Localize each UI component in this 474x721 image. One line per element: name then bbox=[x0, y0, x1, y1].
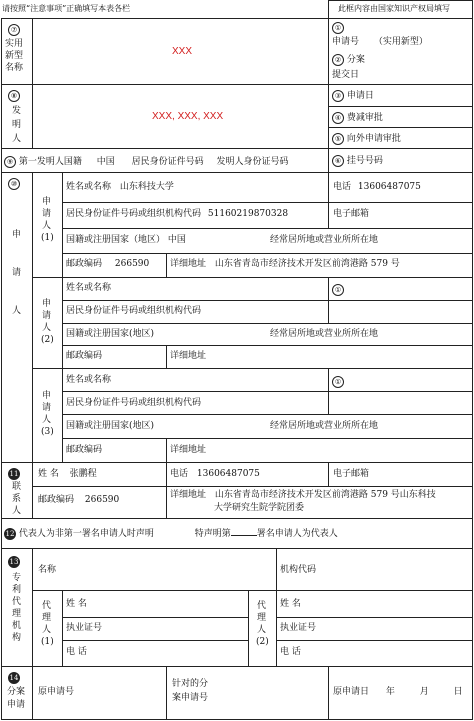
agent-1-label: 代理人(1) bbox=[41, 601, 54, 647]
applicant-2-nation-label: 国籍或注册国家(地区) bbox=[66, 329, 155, 339]
inventors-label: 发明人 bbox=[11, 106, 21, 144]
agent-2-name-label: 姓 名 bbox=[280, 599, 301, 609]
contact-address-line-2[interactable]: 大学研究生院学院团委 bbox=[214, 503, 305, 513]
applicants-label: 申请人 bbox=[11, 230, 21, 316]
contact-address-line-1[interactable]: 山东省青岛市经济技术开发区前湾港路 579 号山东科技 bbox=[214, 490, 436, 500]
inventors-value[interactable]: XXX, XXX, XXX bbox=[152, 111, 224, 122]
applicant-3-postal-label: 邮政编码 bbox=[66, 445, 103, 455]
target-divisional-label-2: 案申请号 bbox=[172, 693, 209, 703]
applicant-1-email-label: 电子邮箱 bbox=[333, 209, 370, 219]
office-use-note: 此框内容由国家知识产权局填写 bbox=[338, 4, 450, 13]
field-number: ① bbox=[332, 376, 344, 388]
section-12-representative-declaration bbox=[4, 528, 338, 540]
application-number-label: 申请号 bbox=[332, 37, 360, 47]
section-number: ⑩ bbox=[8, 178, 20, 190]
section-number: 13 bbox=[9, 558, 19, 566]
field-number: ③ bbox=[332, 90, 344, 102]
field-number: ① bbox=[332, 22, 344, 34]
section-number: ⑦ bbox=[8, 24, 20, 36]
applicant-1-label: 申请人(1) bbox=[41, 197, 54, 243]
applicant-1-postal[interactable]: 266590 bbox=[114, 259, 150, 269]
form-instruction: 请按照“注意事项”正确填写本表各栏 bbox=[2, 4, 131, 13]
applicant-1-address[interactable]: 山东省青岛市经济技术开发区前湾港路 579 号 bbox=[214, 259, 400, 269]
applicant-1-id[interactable]: 51160219870328 bbox=[207, 209, 289, 219]
month-label: 月 bbox=[419, 687, 429, 697]
section-number: ⑨ bbox=[4, 156, 16, 168]
applicant-3-nation-label: 国籍或注册国家(地区) bbox=[66, 421, 155, 431]
original-application-date-label: 原申请日 bbox=[333, 687, 370, 697]
agency-name-label: 名称 bbox=[38, 565, 57, 575]
application-type: （实用新型） bbox=[373, 37, 428, 47]
first-inventor-nationality-label: 第一发明人国籍 bbox=[18, 157, 82, 167]
applicant-1-nation[interactable]: 中国 bbox=[167, 235, 186, 245]
section-number: 12 bbox=[5, 530, 15, 538]
applicant-2-address-label: 详细地址 bbox=[170, 351, 207, 361]
applicant-1-phone[interactable]: 13606487075 bbox=[357, 182, 421, 192]
field-number: ① bbox=[332, 284, 344, 296]
representative-declaration-label: 代表人为非第一署名申请人时声明 bbox=[18, 529, 154, 539]
applicant-1-nation-label: 国籍或注册国家（地区） bbox=[66, 235, 166, 245]
applicant-3-residence-label: 经常居所地或营业所所在地 bbox=[270, 421, 379, 431]
field-number: ④ bbox=[332, 112, 344, 124]
agent-1-name-label: 姓 名 bbox=[66, 599, 87, 609]
declaration-prefix: 特声明第 bbox=[194, 529, 231, 539]
applicant-1-phone-label: 电话 bbox=[333, 182, 352, 192]
contact-label: 联系人 bbox=[11, 482, 21, 516]
section-number: 11 bbox=[9, 470, 19, 478]
agent-1-cert-label: 执业证号 bbox=[66, 623, 103, 633]
target-divisional-label-1: 针对的分 bbox=[172, 679, 209, 689]
applicant-3-id-label: 居民身份证件号码或组织机构代码 bbox=[66, 398, 202, 408]
applicant-2-label: 申请人(2) bbox=[41, 299, 54, 345]
contact-email-label: 电子邮箱 bbox=[333, 469, 370, 479]
field-number: ⑥ bbox=[332, 155, 344, 167]
applicant-1-postal-label: 邮政编码 bbox=[66, 259, 103, 269]
declaration-blank[interactable] bbox=[231, 535, 257, 536]
utility-model-name-label: 实用新型名称 bbox=[5, 39, 24, 73]
fee-reduction-label: 费减审批 bbox=[346, 113, 383, 123]
applicant-1-name-label: 姓名或名称 bbox=[66, 182, 112, 192]
agent-1-phone-label: 电 话 bbox=[66, 647, 87, 657]
applicant-3-label: 申请人(3) bbox=[41, 391, 54, 437]
agent-2-phone-label: 电 话 bbox=[280, 647, 301, 657]
applicant-3-address-label: 详细地址 bbox=[170, 445, 207, 455]
contact-name-label: 姓 名 bbox=[38, 469, 59, 479]
divisional-label: 分案申请 bbox=[6, 687, 25, 710]
contact-postal[interactable]: 266590 bbox=[84, 495, 120, 505]
section-number: ⑧ bbox=[8, 90, 20, 102]
agency-code-label: 机构代码 bbox=[280, 565, 317, 575]
applicant-2-name-label: 姓名或名称 bbox=[66, 283, 112, 293]
patent-agency-label: 专利代理机构 bbox=[11, 573, 21, 643]
applicant-1-address-label: 详细地址 bbox=[170, 259, 207, 269]
utility-model-name-value[interactable]: XXX bbox=[172, 46, 193, 57]
applicant-3-name-label: 姓名或名称 bbox=[66, 375, 112, 385]
registered-mail-label: 挂号号码 bbox=[346, 156, 383, 166]
year-label: 年 bbox=[385, 687, 395, 697]
day-label: 日 bbox=[453, 687, 463, 697]
inventor-id-label: 发明人身份证号码 bbox=[216, 157, 289, 167]
id-number-label: 居民身份证件号码 bbox=[131, 157, 204, 167]
agent-2-label: 代理人(2) bbox=[256, 601, 269, 647]
field-number: ⑤ bbox=[332, 133, 344, 145]
first-inventor-nationality-value[interactable]: 中国 bbox=[96, 157, 115, 167]
application-date-label: 申请日 bbox=[346, 91, 374, 101]
section-number: 14 bbox=[9, 674, 19, 682]
contact-postal-label: 邮政编码 bbox=[38, 495, 75, 505]
contact-address-label: 详细地址 bbox=[170, 490, 207, 500]
applicant-1-residence-label: 经常居所地或营业所所在地 bbox=[270, 235, 379, 245]
applicant-1-id-label: 居民身份证件号码或组织机构代码 bbox=[66, 209, 202, 219]
original-application-number-label: 原申请号 bbox=[38, 687, 75, 697]
submission-date-label: 提交日 bbox=[332, 70, 360, 80]
agent-2-cert-label: 执业证号 bbox=[280, 623, 317, 633]
applicant-2-postal-label: 邮政编码 bbox=[66, 351, 103, 361]
foreign-filing-label: 向外申请审批 bbox=[346, 134, 401, 144]
applicant-2-residence-label: 经常居所地或营业所所在地 bbox=[270, 329, 379, 339]
contact-phone-label: 电话 bbox=[170, 469, 189, 479]
declaration-suffix: 署名申请人为代表人 bbox=[256, 529, 338, 539]
applicant-1-name[interactable]: 山东科技大学 bbox=[119, 182, 174, 192]
section-9-first-inventor-nationality bbox=[4, 156, 289, 168]
field-number: ② bbox=[332, 54, 344, 66]
applicant-2-id-label: 居民身份证件号码或组织机构代码 bbox=[66, 306, 202, 316]
contact-phone[interactable]: 13606487075 bbox=[196, 469, 260, 479]
divisional-label: 分案 bbox=[346, 55, 365, 65]
contact-name[interactable]: 张鹏程 bbox=[69, 469, 97, 479]
